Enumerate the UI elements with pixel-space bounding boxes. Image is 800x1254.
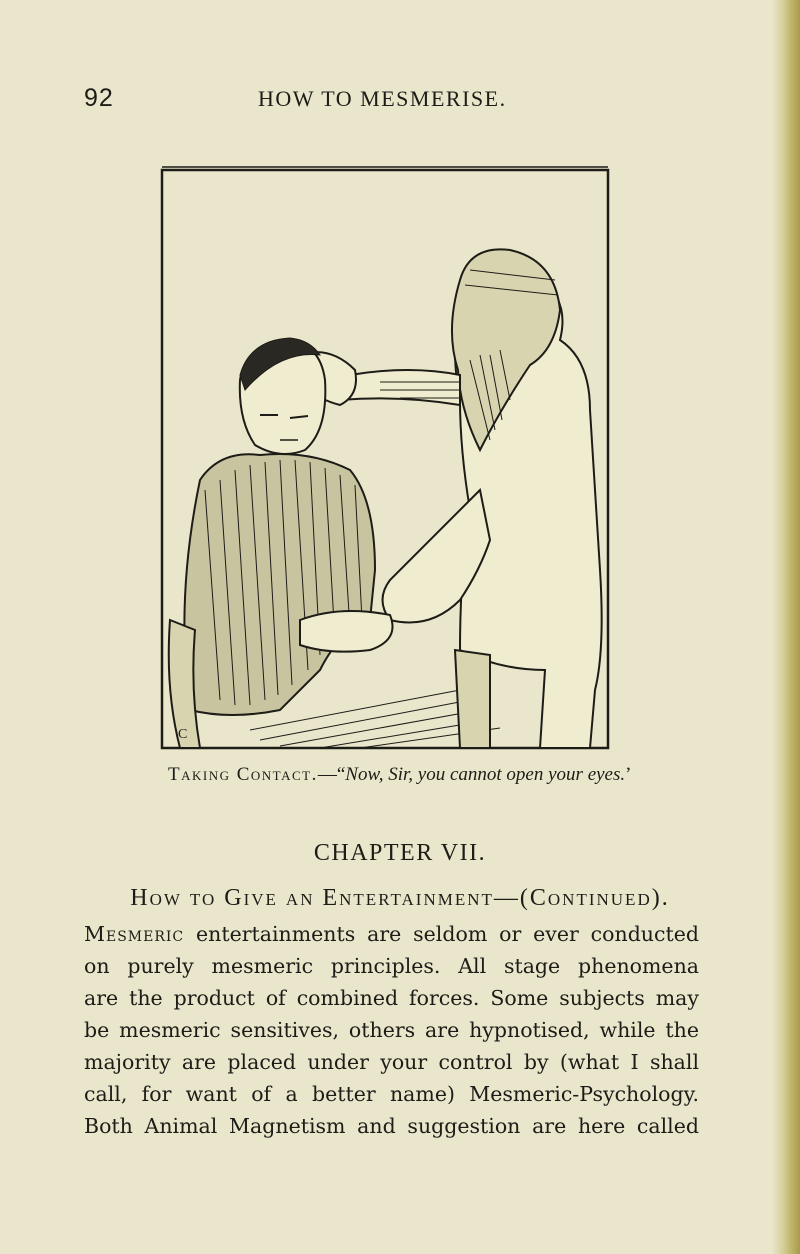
caption-dash-quote: —“ [317,764,346,785]
line-text: entertainments are seldom or ever conducted [196,922,699,946]
body-line: on purely mesmeric principles. All stage phenomena [84,954,699,978]
chapter-subtitle: How to Give an Entertainment—(Continued). [130,885,670,911]
figure-corner-mark: C [178,727,188,742]
body-line: Both Animal Magnetism and suggestion are here called [84,1114,699,1138]
first-word: Mesmeric [84,922,185,946]
illustration-figure [160,150,610,750]
caption-quote: Now, Sir, you cannot open your eyes. [345,764,626,785]
body-line [84,918,699,950]
body-paragraph [84,918,699,1142]
caption-lead: Taking Contact. [168,764,318,785]
body-line: call, for want of a better name) Mesmeric-Psychology. [84,1082,699,1106]
page-number: 92 [84,84,114,112]
chapter-heading: CHAPTER VII. [313,840,487,866]
body-line: be mesmeric sensitives, others are hypnotised, while the [84,1018,699,1042]
running-head [0,84,800,114]
body-line: are the product of combined forces. Some subjects may [84,986,699,1010]
caption-close: ’ [625,764,632,785]
page-edge-discoloration [772,0,800,1254]
running-title: HOW TO MESMERISE. [258,86,507,111]
engraving-mesmerist-and-subject [160,150,610,750]
figure-caption [168,764,728,786]
body-line: majority are placed under your control by (what I shall [84,1050,699,1074]
